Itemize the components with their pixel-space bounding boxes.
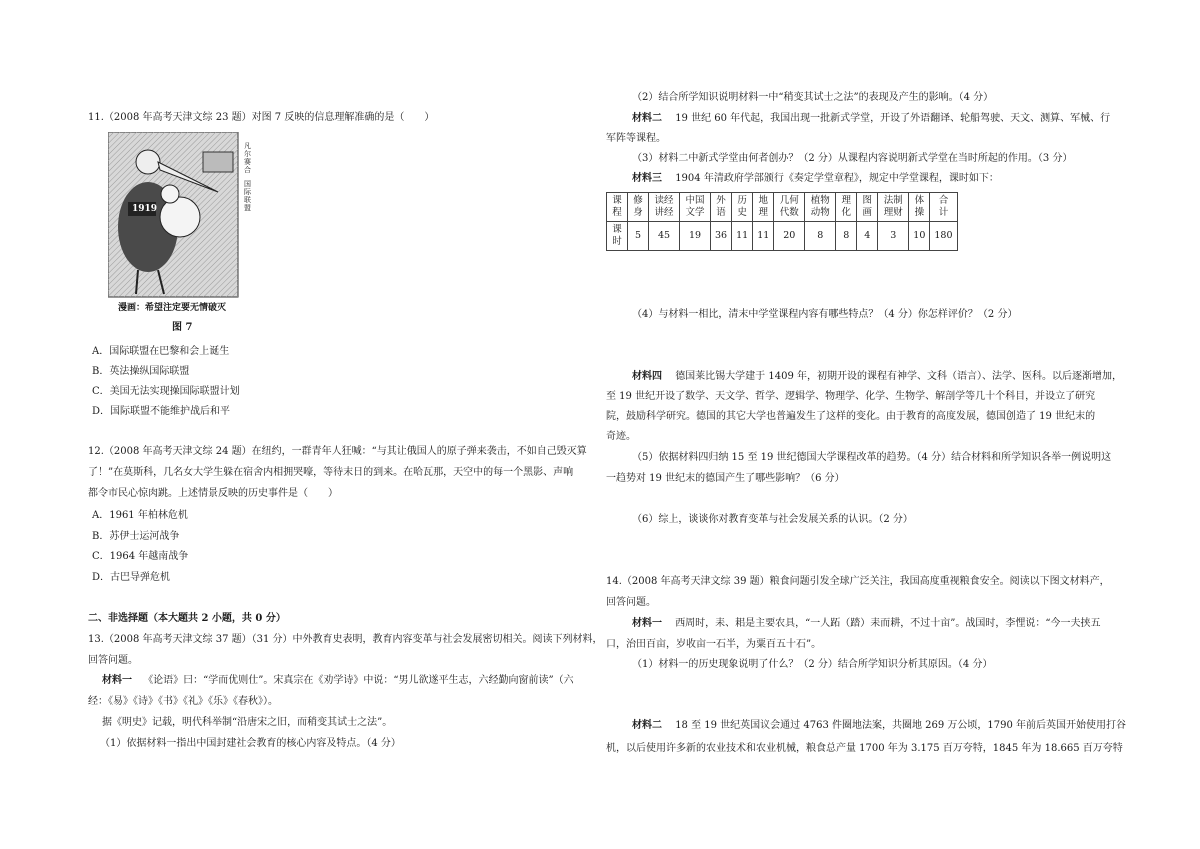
table-cell: 45 xyxy=(649,222,680,251)
q13-sub-question-6: （6）综上，谈谈你对教育变革与社会发展关系的认识。（2 分） xyxy=(632,514,913,525)
table-cell: 几何代数 xyxy=(774,193,805,222)
table-cell: 课时 xyxy=(607,222,628,251)
q11-stem: 11.（2008 年高考天津文综 23 题）对图 7 反映的信息理解准确的是（ ） xyxy=(88,112,435,123)
table-cell: 11 xyxy=(753,222,774,251)
table-cell: 19 xyxy=(680,222,711,251)
q14-line-1: 14.（2008 年高考天津文综 39 题）粮食问题引发全球广泛关注，我国高度重视粮食安全。阅读以下图文材料产， xyxy=(606,576,1110,587)
q12-line-1: 12.（2008 年高考天津文综 24 题）在纽约，一群青年人狂喊：“与其让俄国人的原子弹来袭击，不如自己毁灭算 xyxy=(88,446,587,457)
table-cell: 地理 xyxy=(753,193,774,222)
table-cell: 中国文学 xyxy=(680,193,711,222)
table-cell: 合计 xyxy=(930,193,957,222)
material-3-label: 材料三 xyxy=(632,173,662,184)
table-cell: 法制理财 xyxy=(878,193,909,222)
cartoon-label-league: 国际联盟 xyxy=(244,180,251,212)
table-cell: 3 xyxy=(878,222,909,251)
q14-line-2: 回答问题。 xyxy=(606,597,656,608)
q13-material-1-line-2: 经：《易》《诗》《书》《礼》《乐》《春秋》）。 xyxy=(88,696,278,707)
table-cell: 4 xyxy=(857,222,878,251)
cartoon-year: 1919 xyxy=(132,204,158,214)
q14-material-1-line-2: 口，治田百亩，岁收亩一石半，为粟百五十石”。 xyxy=(606,639,822,650)
q14-material-2-line-2: 机，以后使用许多新的农业技术和农业机械，粮食总产量 1700 年为 3.175 百万夸特，1845 年为 18.665 百万夸特 xyxy=(606,743,1123,754)
table-cell: 修身 xyxy=(628,193,649,222)
q13-material-4-line-2: 至 19 世纪开设了数学、天文学、哲学、逻辑学、物理学、化学、生物学、解剖学等几十个科目，并设立了研究 xyxy=(606,391,1096,402)
q13-sub-question-4: （4）与材料一相比，清末中学堂课程内容有哪些特点？（4 分）你怎样评价？（2 分） xyxy=(632,309,1018,320)
q14-sub-question-1: （1）材料一的历史现象说明了什么？（2 分）结合所学知识分析其原因。（4 分） xyxy=(632,659,993,670)
q13-material-3-line-1 xyxy=(606,172,999,186)
q11-option-a: A．国际联盟在巴黎和会上诞生 xyxy=(92,346,230,357)
material-4-text: 德国莱比锡大学建于 1409 年，初期开设的课程有神学、文科（语言）、法学、医科。以后逐渐增加， xyxy=(675,371,1122,382)
q11-option-d: D．国际联盟不能维护战后和平 xyxy=(92,406,231,417)
table-cell: 11 xyxy=(732,222,753,251)
table-cell: 植物动物 xyxy=(805,193,836,222)
table-cell: 20 xyxy=(774,222,805,251)
table-cell: 8 xyxy=(836,222,857,251)
q13-material-4-line-1 xyxy=(606,370,1122,384)
figure-label: 图 7 xyxy=(172,322,193,333)
q12-option-c: C．1964 年越南战争 xyxy=(92,551,189,562)
table-cell: 10 xyxy=(909,222,930,251)
table-cell: 180 xyxy=(930,222,957,251)
q13-sub-question-5-line-1: （5）依据材料四归纳 15 至 19 世纪德国大学课程改革的趋势。（4 分）结合材料和所学知识各举一例说明这 xyxy=(632,452,1112,463)
q13-sub-question-2: （2）结合所学知识说明材料一中“稍变其试士之法”的表现及产生的影响。（4 分） xyxy=(632,92,994,103)
section-heading: 二、非选择题（本大题共 2 小题，共 0 分） xyxy=(88,613,286,624)
table-cell: 外语 xyxy=(711,193,732,222)
material-2-text: 19 世纪 60 年代起，我国出现一批新式学堂，开设了外语翻译、轮船驾驶、天文、测算、军械、行 xyxy=(675,113,1111,124)
q13-material-1-line-1 xyxy=(88,674,574,688)
table-cell: 体操 xyxy=(909,193,930,222)
q12-line-2: 了！”在莫斯科，几名女大学生躲在宿舍内相拥哭嚎，等待末日的到来。在哈瓦那，天空中的每一个黑影、声响 xyxy=(88,467,574,478)
q13-sub-question-3: （3）材料二中新式学堂由何者创办？（2 分）从课程内容说明新式学堂在当时所起的作用。（3 分） xyxy=(632,153,1073,164)
material-3-text: 1904 年清政府学部颁行《奏定学堂章程》，规定中学堂课程，课时如下： xyxy=(675,173,999,184)
q11-option-c: C．美国无法实现操国际联盟计划 xyxy=(92,386,240,397)
q14-material-2-label: 材料二 xyxy=(632,720,662,731)
table-cell: 8 xyxy=(805,222,836,251)
table-cell: 图画 xyxy=(857,193,878,222)
table-cell: 历史 xyxy=(732,193,753,222)
cartoon-label-versailles: 凡尔赛合 xyxy=(244,142,251,174)
material-1-label: 材料一 xyxy=(102,675,132,686)
q12-option-d: D．古巴导弹危机 xyxy=(92,572,171,583)
q13-sub-question-1: （1）依据材料一指出中国封建社会教育的核心内容及特点。（4 分） xyxy=(100,738,401,749)
q13-sub-question-5-line-2: 一趋势对 19 世纪末的德国产生了哪些影响？（6 分） xyxy=(606,473,845,484)
q12-option-a: A．1961 年柏林危机 xyxy=(92,510,188,521)
course-table xyxy=(606,192,958,251)
table-cell: 课程 xyxy=(607,193,628,222)
material-1-text: 《论语》曰：“学而优则仕”。宋真宗在《劝学诗》中说：“男儿欲遂平生志，六经勤向窗前读”（六 xyxy=(143,675,574,686)
cartoon-caption: 漫画：希望注定要无情破灭 xyxy=(118,303,227,313)
table-cell: 理化 xyxy=(836,193,857,222)
q11-option-b: B．英法操纵国际联盟 xyxy=(92,366,190,377)
q13-material-4-line-3: 院，鼓励科学研究。德国的其它大学也普遍发生了这样的变化。由于教育的高度发展，德国创造了 19 世纪末的 xyxy=(606,411,1096,422)
q13-material-2-line-1 xyxy=(606,112,1110,126)
q14-material-1-line-1 xyxy=(606,617,1101,631)
table-row xyxy=(607,193,958,222)
table-cell: 读经讲经 xyxy=(649,193,680,222)
q13-material-2-line-2: 军阵等课程。 xyxy=(606,133,666,144)
table-cell: 5 xyxy=(628,222,649,251)
q14-material-1-text: 西周时，耒、耜是主要农具，“一人跖（踏）耒而耕，不过十亩”。战国时，李悝说：“今一夫挟五 xyxy=(675,618,1101,629)
table-row xyxy=(607,222,958,251)
cartoon-figure xyxy=(108,132,263,332)
q12-line-3: 都令市民心惊肉跳。上述情景反映的历史事件是（ ） xyxy=(88,488,338,499)
q14-material-1-label: 材料一 xyxy=(632,618,662,629)
q12-option-b: B．苏伊士运河战争 xyxy=(92,531,180,542)
q14-material-2-text: 18 至 19 世纪英国议会通过 4763 件圈地法案，共圈地 269 万公顷，1790 年前后英国开始使用打谷 xyxy=(675,720,1127,731)
table-cell: 36 xyxy=(711,222,732,251)
q13-material-1-line-3: 据《明史》记载，明代科举制“沿唐宋之旧，而稍变其试士之法”。 xyxy=(102,717,393,728)
q13-line-1: 13.（2008 年高考天津文综 37 题）（31 分）中外教育史表明，教育内容变革与社会发展密切相关。阅读下列材料， xyxy=(88,634,603,645)
material-4-label: 材料四 xyxy=(632,371,662,382)
q13-line-2: 回答问题。 xyxy=(88,655,138,666)
material-2-label: 材料二 xyxy=(632,113,662,124)
q13-material-4-line-4: 奇迹。 xyxy=(606,431,636,442)
q14-material-2-line-1 xyxy=(606,719,1126,733)
